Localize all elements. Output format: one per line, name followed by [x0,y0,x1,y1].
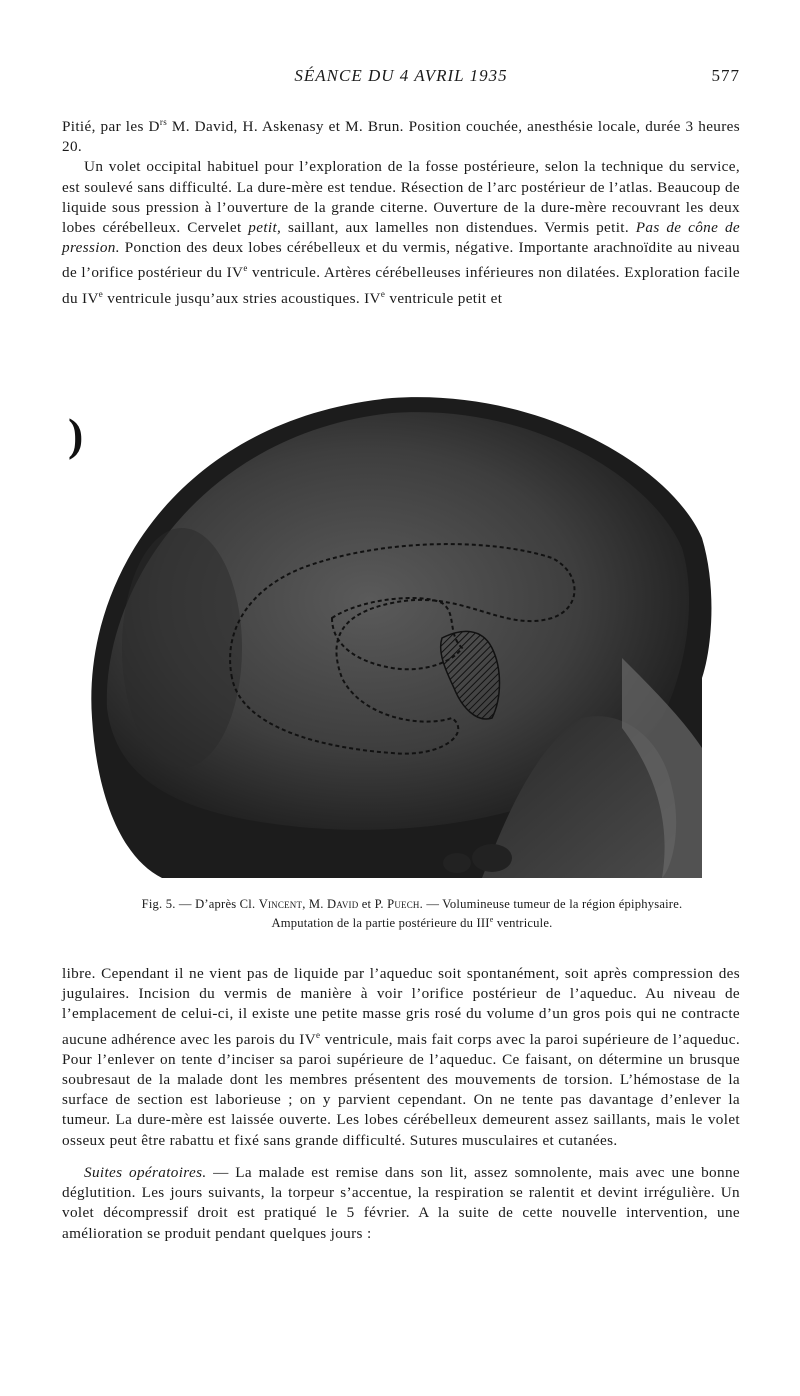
skull-xray-image [62,388,722,878]
caption-line-1 [62,896,762,912]
xray-figure [62,388,722,878]
text-span: ventricule. [493,916,553,931]
caption-author: Vincent [258,897,303,911]
paragraph-operation-description [62,157,740,309]
running-header [62,66,740,92]
text-span: libre. Cependant il ne vient pas de liquide par l’aqueduc soit spontanément, soit après compression des jugulaires. Incision du vermis de manière à voir l’orifice postérieur de l’aqueduc. Au niveau de l’emplacement de celui-ci, il existe une petite masse gris rosé du volume d’un gros pois qui ne contracte aucune adhérence avec les parois du IV [62,965,740,1048]
text-span: — La malade est remise dans son lit, assez somnolente, mais avec une bonne déglutition. Les jours suivants, la torpeur s’accentue, la respiration se ralentit et devint irrégulière. Un volet décompressif droit est pratiqué le 5 février. A la suite de cette nouvelle intervention, une amélioration se produit pendant quelques jours : [62,1163,740,1242]
superscript: e [243,263,248,274]
text-span: Pitié, par les D [62,118,160,136]
figure-caption [62,896,762,931]
superscript: e [380,288,386,299]
superscript: e [316,1029,321,1040]
caption-author: David [326,897,359,911]
text-span: Amputation de la partie postérieure du III [271,916,490,931]
superscript: e [489,915,494,924]
header-title: SÉANCE DU 4 AVRIL 1935 [294,66,508,85]
text-span: ventricule, mais fait corps avec la paroi supérieure de l’aqueduc. Pour l’enlever on tente d’inciser sa paroi supérieure de l’aqueduc. Ce faisant, on détermine un brusque soubresaut de la malade dont les membres présentent des mouvements de torsion. L’hémostase de la surface de section est laborieuse ; on y parvient cependant. On ne tente pas davantage d’enlever la tumeur. La dure-mère est laissée ouverte. Les lobes cérébelleux demeurent assez saillants, mais le volet osseux peut être rabattu et fixé sans grande difficulté. Sutures musculaires et cutanées. [62,1030,740,1149]
text-span: et P. [358,897,388,911]
bottom-text-block [62,964,740,1244]
text-span: . — Volumineuse tumeur de la région épiphysaire. [419,897,683,911]
text-span: ventricule petit et [385,289,503,307]
italic-text: petit, [248,219,282,237]
text-span: , M. [302,897,327,911]
italic-text: Pas de cône de pression. [62,219,740,257]
text-span: Ponction des deux lobes cérébelleux et du vermis, négative. Importante arachnoïdite au niveau de l’orifice postérieur du IV [62,239,740,282]
italic-heading: Suites opératoires. [84,1163,207,1181]
text-span: ventricule. Artères cérébelleuses inférieures non dilatées. Exploration facile du IV [62,264,740,307]
superscript: e [98,288,104,299]
caption-author: Puech [387,897,420,911]
caption-line-2 [62,912,762,931]
text-span: M. David, H. Askenasy et M. Brun. Position couchée, anesthésie locale, durée 3 heures 20. [62,118,740,156]
paragraph-operation-header [62,112,740,157]
top-text-block [62,112,740,309]
text-span: Un volet occipital habituel pour l’exploration de la fosse postérieure, selon la technique du service, est soulevé sans difficulté. La dure-mère est tendue. Résection de l’arc postérieur de l’atlas. Beaucoup de liquide sous pression à l’ouverture de la grande citerne. Ouverture de la dure-mère recouvrant les deux lobes cérébelleux. Cervelet [62,158,740,237]
text-span: Fig. 5. — D’après Cl. [141,897,259,911]
paragraph-postoperative [62,1163,740,1244]
figure-marker: ) [68,409,84,460]
text-span: saillant, aux lamelles non distendues. Vermis petit. [281,219,636,237]
paragraph-operation-continued [62,964,740,1151]
text-span: ventricule jusqu’aux stries acoustiques. IV [103,289,381,307]
page-number: 577 [711,66,740,85]
superscript: rs [159,117,168,127]
